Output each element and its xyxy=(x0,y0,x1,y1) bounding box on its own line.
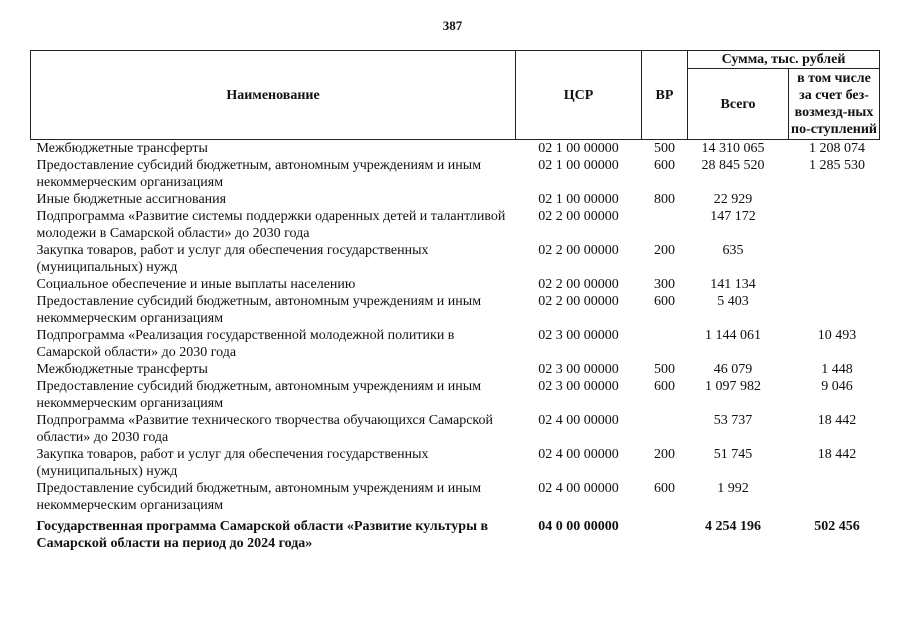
row-free: 502 456 xyxy=(814,519,860,534)
row-free: 10 493 xyxy=(817,328,857,343)
row-free xyxy=(789,276,880,293)
table-row xyxy=(31,446,880,480)
row-name: Подпрограмма «Развитие технического творчества обучающихся Самарской области» до 2030 года xyxy=(36,413,494,445)
header-csr: ЦСР xyxy=(516,51,642,140)
row-name: Предоставление субсидий бюджетным, автономным учреждениям и иным некоммерческим организациям xyxy=(36,481,482,513)
table-row xyxy=(31,140,880,158)
row-name: Закупка товаров, работ и услуг для обеспечения государственных (муниципальных) нужд xyxy=(36,243,429,275)
row-csr: 02 2 00 00000 xyxy=(538,277,619,292)
row-vr: 300 xyxy=(654,277,675,292)
row-name: Предоставление субсидий бюджетным, автономным учреждениям и иным некоммерческим организациям xyxy=(36,379,482,411)
table-row xyxy=(31,514,880,552)
header-name: Наименование xyxy=(31,51,516,140)
row-vr xyxy=(642,327,688,361)
row-csr: 02 4 00 00000 xyxy=(538,413,619,428)
row-total: 53 737 xyxy=(713,413,753,428)
row-total: 51 745 xyxy=(713,447,753,462)
table-row xyxy=(31,293,880,327)
row-csr: 02 2 00 00000 xyxy=(538,243,619,258)
row-total: 28 845 520 xyxy=(701,158,765,173)
table-row xyxy=(31,191,880,208)
row-name: Государственная программа Самарской области «Развитие культуры в Самарской области на период до 2024 года» xyxy=(36,519,489,551)
row-free: 18 442 xyxy=(817,447,857,462)
row-total: 141 134 xyxy=(710,277,756,292)
header-vr: ВР xyxy=(642,51,688,140)
row-free: 1 448 xyxy=(821,362,853,377)
row-name: Предоставление субсидий бюджетным, автономным учреждениям и иным некоммерческим организациям xyxy=(36,158,482,190)
row-csr: 02 2 00 00000 xyxy=(538,209,619,224)
row-total: 4 254 196 xyxy=(705,519,761,534)
row-total: 1 992 xyxy=(717,481,749,496)
row-name: Подпрограмма «Реализация государственной молодежной политики в Самарской области» до 2030 года xyxy=(36,328,455,360)
row-csr: 02 3 00 00000 xyxy=(538,362,619,377)
row-name: Межбюджетные трансферты xyxy=(36,141,208,156)
row-vr: 500 xyxy=(654,362,675,377)
row-csr: 02 3 00 00000 xyxy=(538,379,619,394)
row-csr: 02 2 00 00000 xyxy=(538,294,619,309)
header-free: в том числе за счет без-возмезд-ных по-ступлений xyxy=(789,69,880,140)
header-sum-group: Сумма, тыс. рублей xyxy=(688,51,880,69)
row-csr: 04 0 00 00000 xyxy=(538,519,619,534)
table-row xyxy=(31,276,880,293)
table-row xyxy=(31,208,880,242)
row-total: 5 403 xyxy=(717,294,749,309)
row-vr: 800 xyxy=(654,192,675,207)
row-vr: 600 xyxy=(654,158,675,173)
table-row xyxy=(31,157,880,191)
row-name: Подпрограмма «Развитие системы поддержки одаренных детей и талантливой молодежи в Самарской области» до 2030 года xyxy=(36,209,506,241)
row-csr: 02 1 00 00000 xyxy=(538,158,619,173)
budget-sheet xyxy=(30,50,879,552)
row-total: 1 097 982 xyxy=(705,379,761,394)
table-row xyxy=(31,412,880,446)
row-free: 1 208 074 xyxy=(809,141,865,156)
table-row xyxy=(31,480,880,514)
row-free xyxy=(789,480,880,514)
row-csr: 02 1 00 00000 xyxy=(538,192,619,207)
row-free: 18 442 xyxy=(817,413,857,428)
row-csr: 02 4 00 00000 xyxy=(538,481,619,496)
row-name: Предоставление субсидий бюджетным, автономным учреждениям и иным некоммерческим организациям xyxy=(36,294,482,326)
row-name: Межбюджетные трансферты xyxy=(36,362,208,377)
row-free xyxy=(789,191,880,208)
row-vr: 200 xyxy=(654,243,675,258)
row-free xyxy=(789,208,880,242)
row-vr: 200 xyxy=(654,447,675,462)
row-vr: 500 xyxy=(654,141,675,156)
row-total: 14 310 065 xyxy=(701,141,765,156)
row-total: 46 079 xyxy=(713,362,753,377)
table-row xyxy=(31,327,880,361)
row-free xyxy=(789,242,880,276)
row-name: Иные бюджетные ассигнования xyxy=(36,192,227,207)
budget-table xyxy=(30,50,880,552)
row-total: 635 xyxy=(722,243,744,258)
row-vr xyxy=(642,412,688,446)
row-vr: 600 xyxy=(654,379,675,394)
row-csr: 02 1 00 00000 xyxy=(538,141,619,156)
table-row xyxy=(31,378,880,412)
page-number: 387 xyxy=(442,18,463,33)
table-row xyxy=(31,242,880,276)
row-vr: 600 xyxy=(654,481,675,496)
row-name: Социальное обеспечение и иные выплаты населению xyxy=(36,277,356,292)
header-total: Всего xyxy=(688,69,789,140)
row-csr: 02 3 00 00000 xyxy=(538,328,619,343)
row-name: Закупка товаров, работ и услуг для обеспечения государственных (муниципальных) нужд xyxy=(36,447,429,479)
table-body xyxy=(31,140,880,553)
row-csr: 02 4 00 00000 xyxy=(538,447,619,462)
row-vr xyxy=(642,208,688,242)
row-total: 1 144 061 xyxy=(705,328,761,343)
row-vr: 600 xyxy=(654,294,675,309)
row-free: 1 285 530 xyxy=(809,158,865,173)
row-free xyxy=(789,293,880,327)
row-free: 9 046 xyxy=(821,379,853,394)
row-vr xyxy=(642,514,688,552)
table-header xyxy=(31,51,880,140)
row-total: 22 929 xyxy=(713,192,753,207)
row-total: 147 172 xyxy=(710,209,756,224)
table-row xyxy=(31,361,880,378)
